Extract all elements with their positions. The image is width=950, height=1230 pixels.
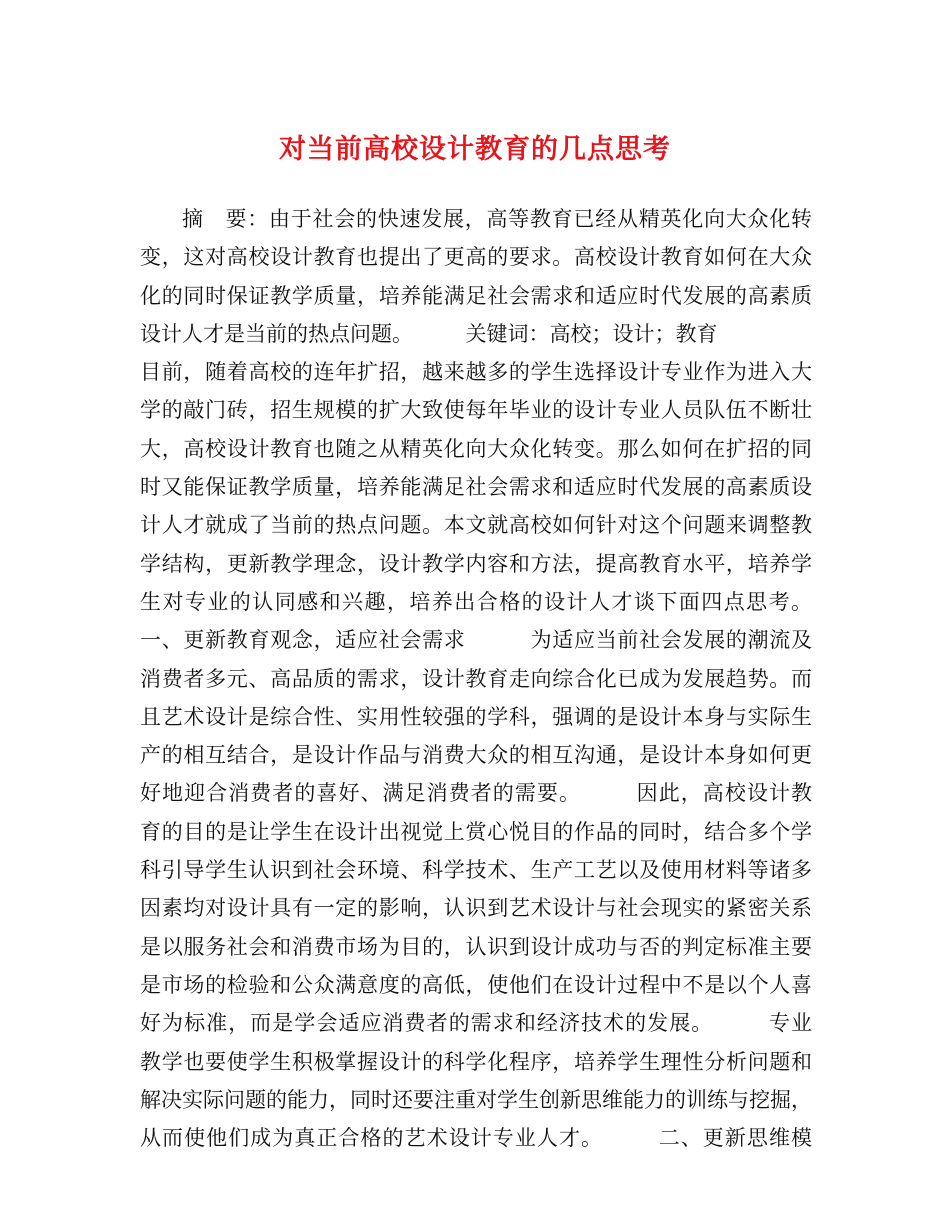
text-line: 一、更新教育观念，适应社会需求 为适应当前社会发展的潮流及 [140, 628, 813, 653]
document-title: 对当前高校设计教育的几点思考 [279, 134, 671, 165]
text-line: 变，这对高校设计教育也提出了更高的要求。高校设计教育如何在大众 [140, 245, 813, 270]
text-line: 育的目的是让学生在设计出视觉上赏心悦目的作品的同时，结合多个学 [140, 819, 813, 844]
text-line: 是市场的检验和公众满意度的高低，使他们在设计过程中不是以个人喜 [140, 972, 813, 997]
text-line: 计人才就成了当前的热点问题。本文就高校如何针对这个问题来调整教 [140, 513, 813, 538]
text-line: 好为标准，而是学会适应消费者的需求和经济技术的发展。 专业 [140, 1011, 814, 1036]
text-line: 消费者多元、高品质的需求，设计教育走向综合化已成为发展趋势。而 [140, 666, 813, 691]
text-line: 因素均对设计具有一定的影响，认识到艺术设计与社会现实的紧密关系 [140, 896, 813, 921]
text-line: 学结构，更新教学理念，设计教学内容和方法，提高教育水平，培养学 [140, 551, 813, 576]
text-line: 时又能保证教学质量，培养能满足社会需求和适应时代发展的高素质设 [140, 475, 813, 500]
text-line: 摘 要：由于社会的快速发展，高等教育已经从精英化向大众化转 [182, 207, 813, 231]
text-line: 好地迎合消费者的喜好、满足消费者的需要。 因此，高校设计教 [140, 781, 814, 806]
text-line: 产的相互结合，是设计作品与消费大众的相互沟通，是设计本身如何更 [140, 743, 813, 768]
text-line: 大，高校设计教育也随之从精英化向大众化转变。那么如何在扩招的同 [140, 436, 813, 461]
text-line: 且艺术设计是综合性、实用性较强的学科，强调的是设计本身与实际生 [140, 704, 813, 729]
text-line: 教学也要使学生积极掌握设计的科学化程序，培养学生理性分析问题和 [140, 1049, 813, 1074]
text-line: 设计人才是当前的热点问题。 关键词：高校；设计；教育 [140, 321, 718, 346]
text-line: 目前，随着高校的连年扩招，越来越多的学生选择设计专业作为进入大 [140, 360, 813, 385]
text-line: 从而使他们成为真正合格的艺术设计专业人才。 二、更新思维模 [140, 1126, 814, 1151]
text-line: 学的敲门砖，招生规模的扩大致使每年毕业的设计专业人员队伍不断壮 [140, 398, 813, 423]
document-body [140, 200, 812, 1157]
text-line: 化的同时保证教学质量，培养能满足社会需求和适应时代发展的高素质 [140, 283, 813, 308]
text-line: 科引导学生认识到社会环境、科学技术、生产工艺以及使用材料等诸多 [140, 858, 813, 883]
text-line: 解决实际问题的能力，同时还要注重对学生创新思维能力的训练与挖掘， [140, 1087, 812, 1112]
text-line: 生对专业的认同感和兴趣，培养出合格的设计人才谈下面四点思考。 [140, 589, 814, 614]
text-line: 是以服务社会和消费市场为目的，认识到设计成功与否的判定标准主要 [140, 934, 813, 959]
